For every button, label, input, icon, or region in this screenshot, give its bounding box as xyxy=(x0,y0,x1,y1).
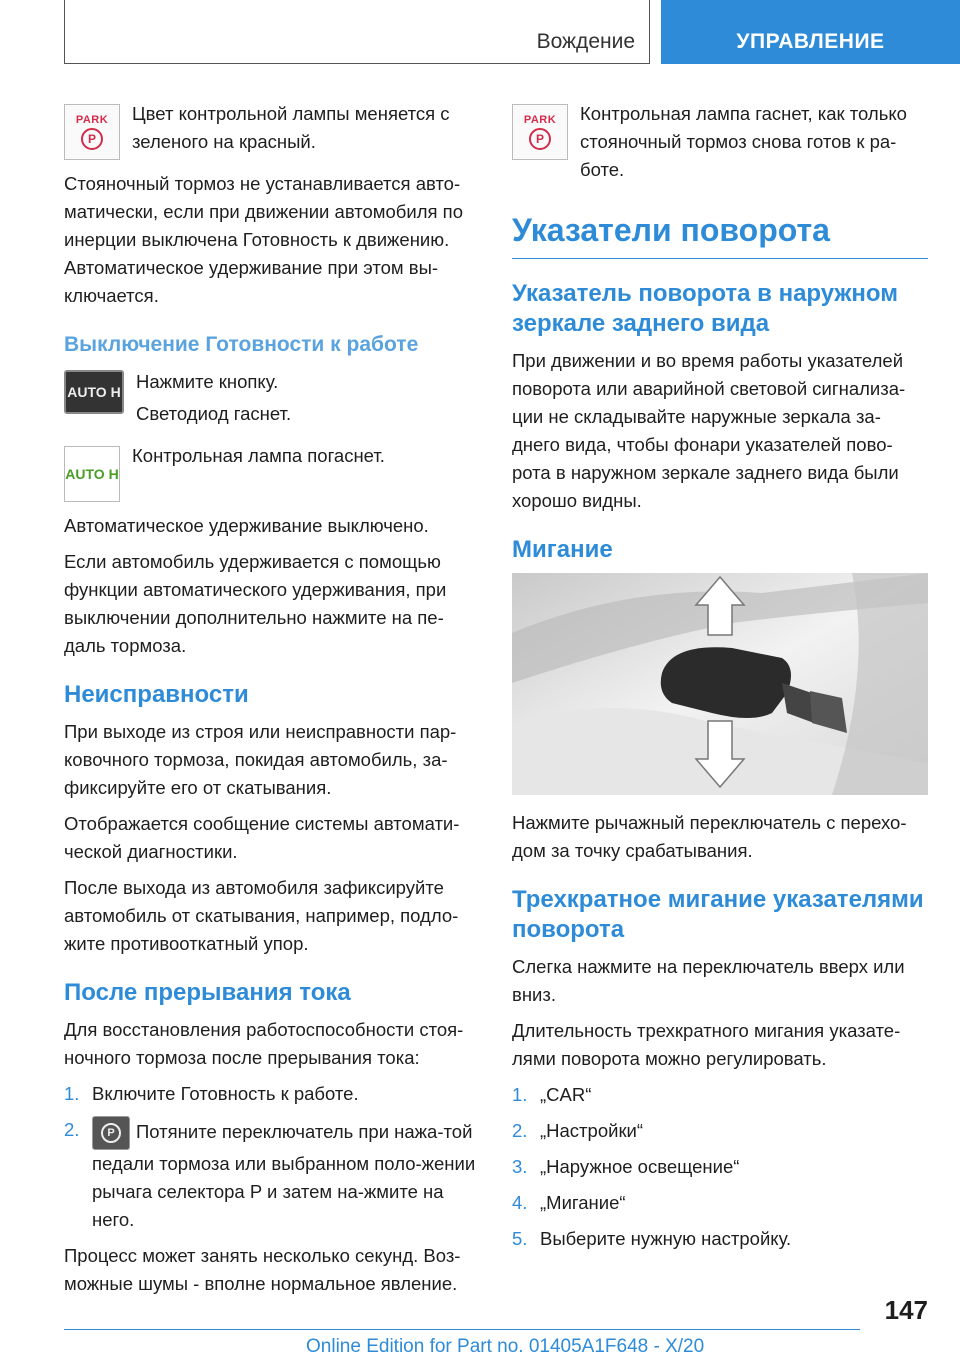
paragraph: После выхода из автомобиля зафиксируйте автомобиль от скатывания, например, подло-жите противооткатный упор. xyxy=(64,877,459,954)
turn-signal-lever-illustration xyxy=(512,573,928,795)
heading-mirror-signal: Указатель поворота в наружном зеркале заднего вида xyxy=(512,280,899,337)
header-section-title: Вождение xyxy=(536,30,635,53)
paragraph: Автоматическое удерживание выключено. xyxy=(64,515,429,536)
auto-h-button-step xyxy=(64,368,478,432)
paragraph: При выходе из строя или неисправности пар-ковочного тормоза, покидая автомобиль, за-фиксируйте его от скатывания. xyxy=(64,721,457,798)
header-chapter-box xyxy=(661,0,960,64)
led-off-text: Светодиод гаснет. xyxy=(136,403,292,424)
list-item: 4. „Мигание“ xyxy=(512,1192,626,1213)
park-ready-text: Контрольная лампа гаснет, как только стояночный тормоз снова готов к ра-боте. xyxy=(580,103,907,180)
paragraph: Если автомобиль удерживается с помощью функции автоматического удерживания, при выключении дополнительно нажмите на пе-даль тормоза. xyxy=(64,551,447,656)
list-item: 5. Выберите нужную настройку. xyxy=(512,1228,792,1249)
paragraph: Процесс может занять несколько секунд. Воз-можные шумы - вполне нормальное явление. xyxy=(64,1245,461,1294)
list-item: 1. Включите Готовность к работе. xyxy=(64,1083,359,1104)
restore-steps-list xyxy=(64,1080,478,1234)
park-lamp-text: Цвет контрольной лампы меняется с зеленого на красный. xyxy=(132,103,450,152)
park-brake-icon: PARK P xyxy=(512,104,568,160)
auto-h-lamp-note xyxy=(64,442,478,502)
list-item: 2. P Потяните переключатель при нажа-той педали тормоза или выбранном поло-жении рычага селектора P и затем на-жмите на него. xyxy=(64,1116,478,1234)
park-ready-note xyxy=(512,100,928,188)
settings-menu-path xyxy=(512,1081,928,1253)
auto-h-lamp-icon: AUTO H xyxy=(64,446,120,502)
header-chapter-title: УПРАВЛЕНИЕ xyxy=(736,30,885,53)
left-column xyxy=(64,100,478,1306)
park-lamp-note xyxy=(64,100,478,160)
heading-switch-off: Выключение Готовности к работе xyxy=(64,333,419,356)
paragraph: Нажмите рычажный переключатель с перехо-дом за точку срабатывания. xyxy=(512,812,907,861)
paragraph: Длительность трехкратного мигания указате-лями поворота можно регулировать. xyxy=(512,1020,901,1069)
parking-brake-switch-icon: P xyxy=(92,1116,130,1150)
heading-turn-signals: Указатели поворота xyxy=(512,210,928,259)
press-button-text: Нажмите кнопку. xyxy=(136,371,279,392)
paragraph: Стояночный тормоз не устанавливается авто-матически, если при движении автомобиля по инерции выключена Готовность к движению. Автоматическое удерживание при этом вы-ключается. xyxy=(64,173,463,306)
heading-power-interruption: После прерывания тока xyxy=(64,979,351,1006)
right-column xyxy=(512,100,928,1261)
footer-edition: Online Edition for Part no. 01405A1F648 - X/20 xyxy=(306,1336,705,1357)
heading-blinking: Мигание xyxy=(512,536,613,563)
paragraph: При движении и во время работы указателей поворота или аварийной световой сигнализа-ции не складывайте наружные зеркала за-днего вида, чтобы фонари указателей пово-рота в наружном зеркале заднего вида были хорошо видны. xyxy=(512,350,906,511)
paragraph: Для восстановления работоспособности стоя-ночного тормоза после прерывания тока: xyxy=(64,1019,464,1068)
park-brake-icon: PARK P xyxy=(64,104,120,160)
heading-triple-blink: Трехкратное мигание указателями поворота xyxy=(512,886,924,943)
paragraph: Отображается сообщение системы автомати-ческой диагностики. xyxy=(64,813,460,862)
page-number: 147 xyxy=(884,1295,928,1325)
list-item: 3. „Наружное освещение“ xyxy=(512,1156,740,1177)
lamp-off-text: Контрольная лампа погаснет. xyxy=(132,445,385,466)
list-item: 2. „Настройки“ xyxy=(512,1120,644,1141)
list-item: 1. „CAR“ xyxy=(512,1084,592,1105)
auto-h-button-icon: AUTO H xyxy=(64,370,124,414)
heading-faults: Неисправности xyxy=(64,681,249,708)
footer-rule xyxy=(64,1329,860,1330)
paragraph: Слегка нажмите на переключатель вверх или вниз. xyxy=(512,956,905,1005)
header-section-box xyxy=(64,0,650,64)
